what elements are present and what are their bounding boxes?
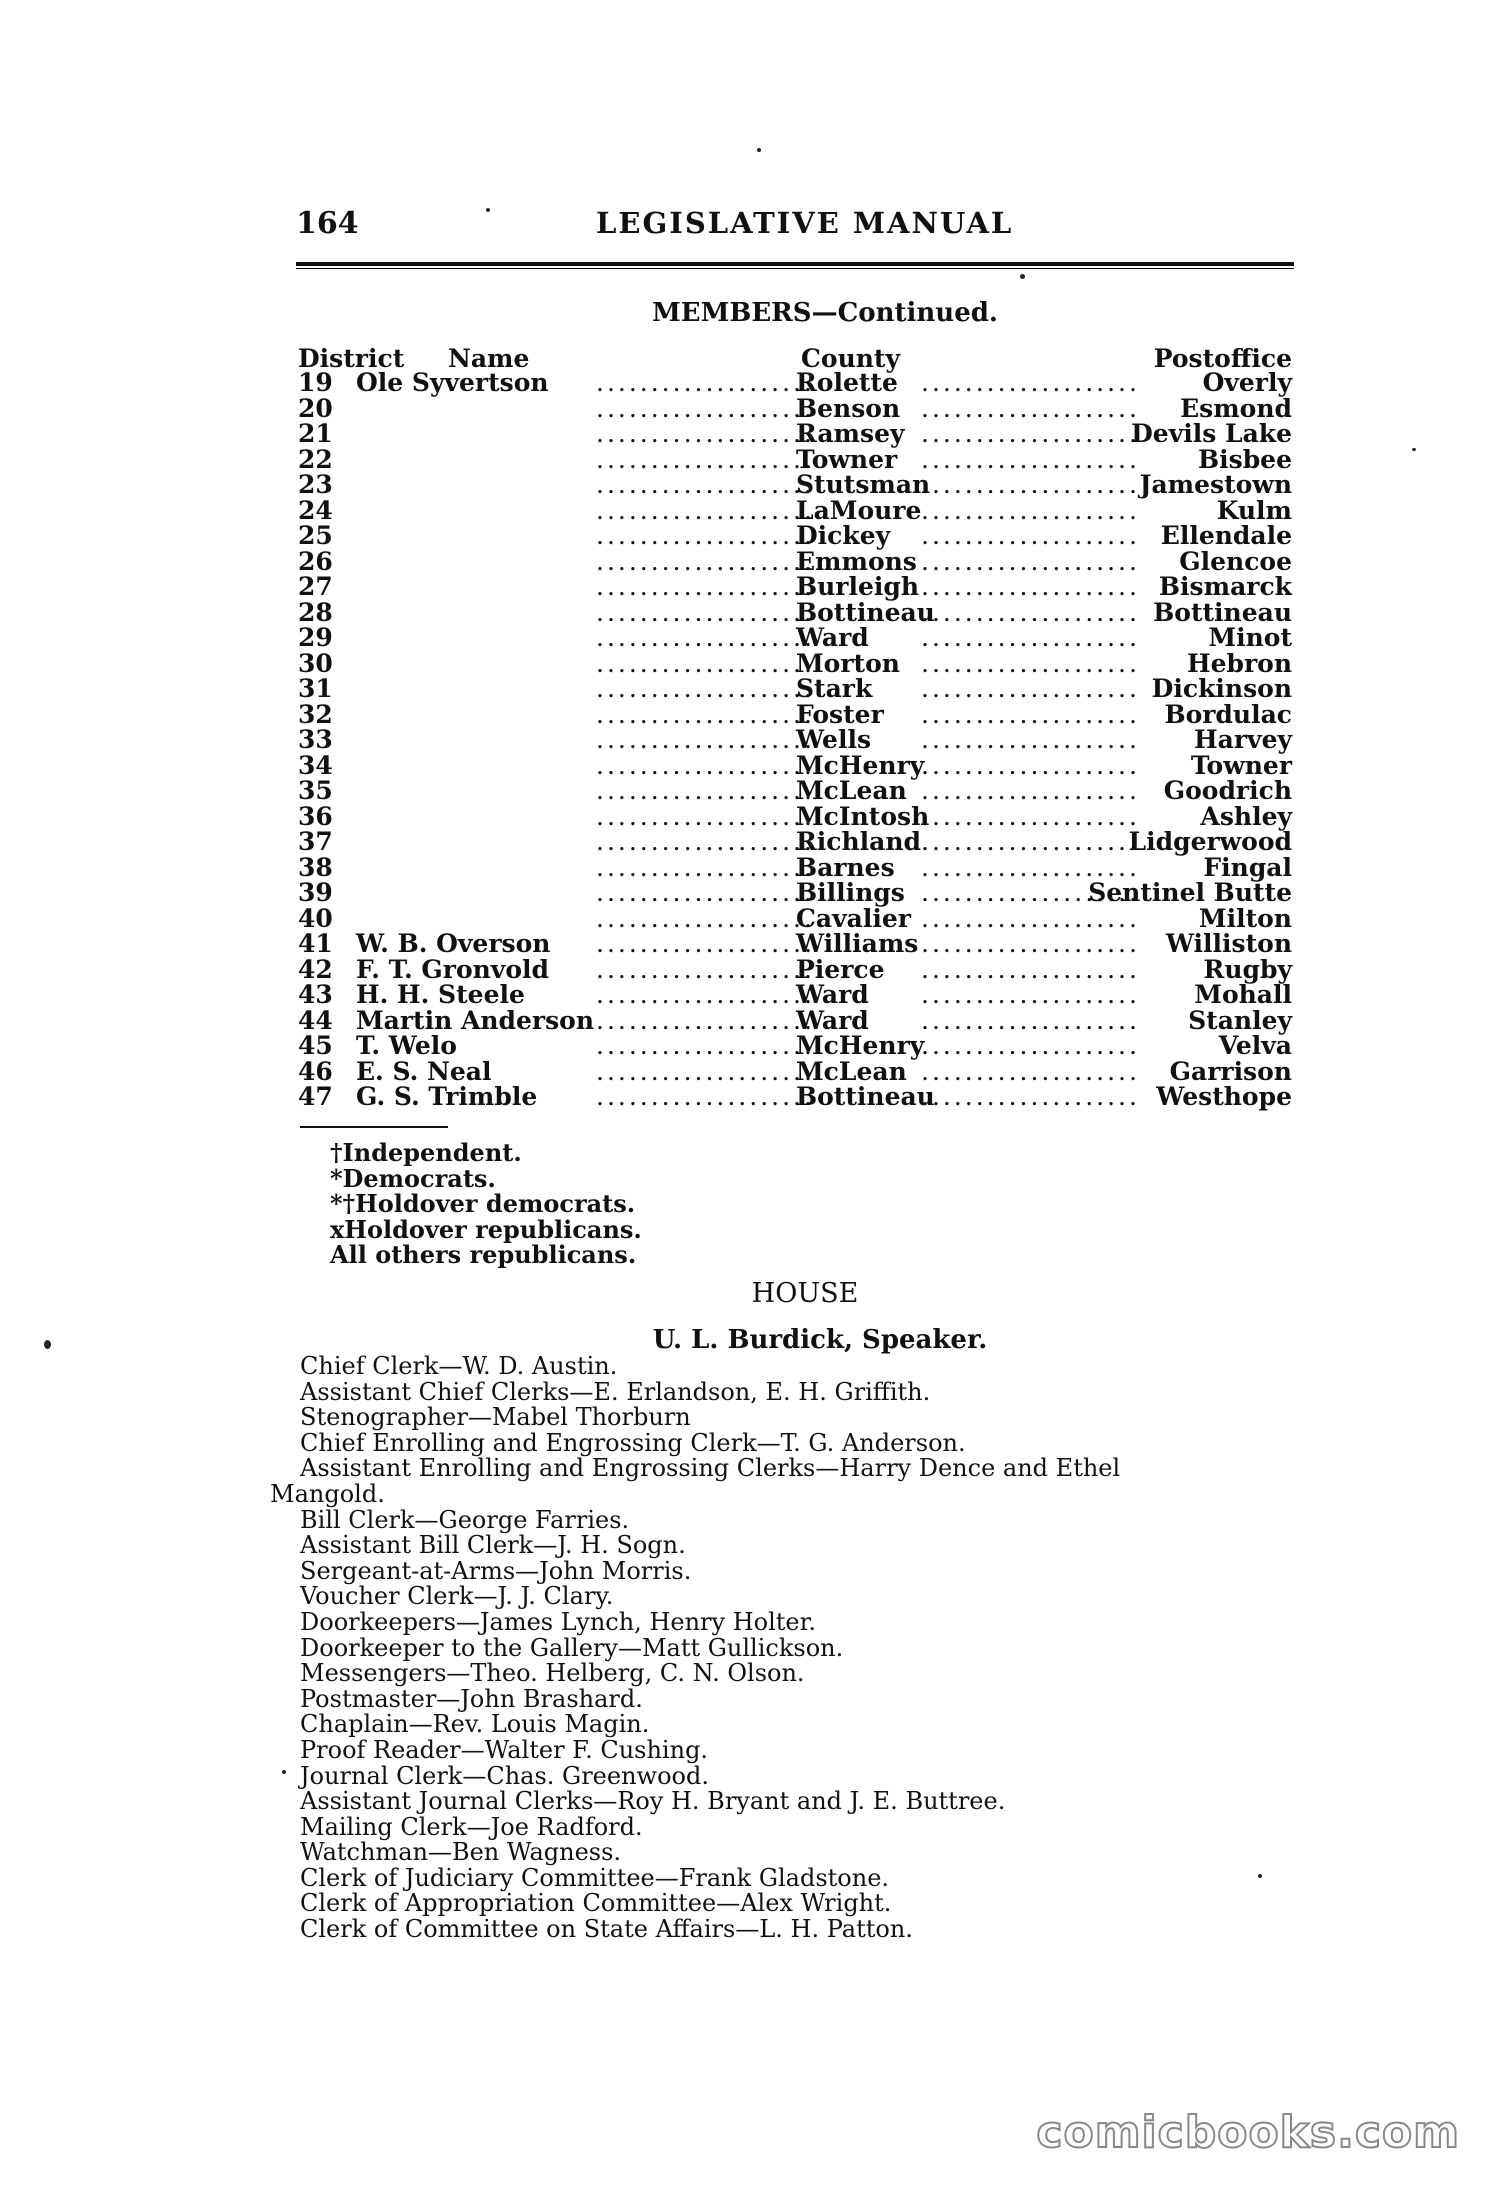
- table-row: [296, 1056, 1294, 1086]
- postoffice-cell: Overly: [1202, 368, 1292, 397]
- postoffice-cell: Sentinel Butte: [1088, 878, 1292, 907]
- dot-leader: ....................: [596, 648, 815, 678]
- county-cell: Bottineau: [796, 597, 935, 627]
- print-speck: [1020, 274, 1025, 279]
- county-cell: Foster: [796, 699, 884, 729]
- postoffice-cell: Hebron: [1186, 648, 1292, 678]
- postoffice-cell: Velva: [1218, 1031, 1292, 1060]
- county-cell: Rolette: [796, 368, 898, 397]
- postoffice-cell: Jamestown: [1139, 470, 1292, 499]
- table-row: [296, 574, 1294, 600]
- district-cell: 19: [298, 368, 333, 397]
- district-cell: 32: [298, 699, 333, 729]
- footnote-line: All others republicans.: [330, 1240, 637, 1269]
- dot-leader: ....................: [596, 1056, 815, 1086]
- table-row: [296, 676, 1294, 702]
- table-row: [296, 903, 1294, 933]
- postoffice-cell: Stanley: [1188, 1005, 1292, 1035]
- county-cell: McHenry: [796, 1031, 925, 1060]
- dot-leader: ....................: [921, 776, 1140, 805]
- table-row: [296, 778, 1294, 804]
- staff-line: Doorkeeper to the Gallery—Matt Gullickson.: [300, 1633, 844, 1662]
- name-cell: Martin Anderson: [356, 1005, 595, 1035]
- table-row: [296, 495, 1294, 525]
- dot-leader: ....................: [921, 980, 1140, 1009]
- house-staff-list: [270, 1352, 1294, 1944]
- dot-leader: ....................: [596, 827, 815, 856]
- dot-leader: ....................: [921, 801, 1140, 831]
- staff-line: Journal Clerk—Chas. Greenwood.: [300, 1761, 709, 1790]
- section-title: MEMBERS—Continued.: [652, 298, 998, 328]
- county-cell: Ward: [796, 980, 869, 1009]
- dot-leader: ....................: [921, 470, 1140, 499]
- district-cell: 46: [298, 1056, 333, 1086]
- print-speck: [1412, 448, 1416, 451]
- header-rule: [296, 262, 1294, 266]
- county-cell: Bottineau: [796, 1082, 935, 1111]
- dot-leader: ....................: [921, 444, 1140, 474]
- district-cell: 33: [298, 725, 333, 754]
- district-cell: 37: [298, 827, 333, 856]
- district-cell: 40: [298, 903, 333, 933]
- staff-line: Mangold.: [270, 1479, 385, 1508]
- column-postoffice: Postoffice: [1153, 344, 1292, 373]
- postoffice-cell: Garrison: [1169, 1056, 1292, 1086]
- dot-leader: ....................: [596, 801, 815, 831]
- dot-leader: ....................: [921, 521, 1140, 550]
- footnote-line: *†Holdover democrats.: [330, 1189, 636, 1218]
- postoffice-cell: Goodrich: [1163, 776, 1292, 805]
- dot-leader: ....................: [596, 699, 815, 729]
- postoffice-cell: Bordulac: [1164, 699, 1292, 729]
- running-title: LEGISLATIVE MANUAL: [596, 206, 1014, 240]
- footnote-line: *Democrats.: [330, 1163, 496, 1193]
- county-cell: Stark: [796, 674, 873, 703]
- staff-line: Bill Clerk—George Farries.: [300, 1505, 630, 1534]
- district-cell: 30: [298, 648, 333, 678]
- dot-leader: ....................: [596, 623, 815, 652]
- postoffice-cell: Ellendale: [1160, 521, 1292, 550]
- county-cell: Morton: [796, 648, 900, 678]
- district-cell: 47: [298, 1082, 333, 1111]
- district-cell: 23: [298, 470, 333, 499]
- county-cell: Towner: [796, 444, 898, 474]
- dot-leader: ....................: [921, 674, 1140, 703]
- postoffice-cell: Rugby: [1203, 954, 1292, 984]
- district-cell: 28: [298, 597, 333, 627]
- name-cell: E. S. Neal: [356, 1056, 492, 1086]
- district-cell: 31: [298, 674, 333, 703]
- print-speck: [486, 208, 490, 212]
- postoffice-cell: Bottineau: [1153, 597, 1292, 627]
- district-cell: 38: [298, 852, 333, 882]
- staff-line: Watchman—Ben Wagness.: [300, 1838, 622, 1867]
- dot-leader: ....................: [921, 419, 1140, 448]
- dot-leader: ....................: [596, 572, 815, 601]
- staff-line: Doorkeepers—James Lynch, Henry Holter.: [300, 1607, 817, 1636]
- dot-leader: ....................: [596, 954, 815, 984]
- district-cell: 34: [298, 750, 333, 780]
- table-row: [296, 1033, 1294, 1059]
- staff-line: Clerk of Appropriation Committee—Alex Wright.: [300, 1889, 892, 1918]
- print-speck: [44, 1340, 51, 1349]
- postoffice-cell: Esmond: [1180, 393, 1292, 423]
- name-cell: F. T. Gronvold: [356, 954, 549, 984]
- dot-leader: ....................: [921, 699, 1140, 729]
- postoffice-cell: Minot: [1208, 623, 1292, 652]
- district-cell: 24: [298, 495, 333, 525]
- speaker-line: U. L. Burdick, Speaker.: [652, 1325, 988, 1355]
- dot-leader: ....................: [596, 674, 815, 703]
- footnote-line: †Independent.: [330, 1138, 522, 1167]
- county-cell: McLean: [796, 1056, 907, 1086]
- dot-leader: ....................: [596, 903, 815, 933]
- staff-line: Sergeant-at-Arms—John Morris.: [300, 1556, 692, 1585]
- dot-leader: ....................: [921, 648, 1140, 678]
- table-row: [296, 931, 1294, 957]
- postoffice-cell: Lidgerwood: [1128, 827, 1292, 856]
- district-cell: 39: [298, 878, 333, 907]
- district-cell: 44: [298, 1005, 333, 1035]
- county-cell: Emmons: [796, 546, 917, 576]
- staff-line: Assistant Bill Clerk—J. H. Sogn.: [300, 1531, 686, 1560]
- staff-line: Clerk of Committee on State Affairs—L. H. Patton.: [300, 1915, 913, 1944]
- postoffice-cell: Milton: [1198, 903, 1292, 933]
- postoffice-cell: Mohall: [1194, 980, 1292, 1009]
- name-cell: W. B. Overson: [356, 929, 551, 958]
- table-row: [296, 1084, 1294, 1110]
- staff-line: Postmaster—John Brashard.: [300, 1684, 643, 1713]
- staff-line: Chief Enrolling and Engrossing Clerk—T. G. Anderson.: [300, 1428, 966, 1457]
- staff-line: Messengers—Theo. Helberg, C. N. Olson.: [300, 1659, 805, 1688]
- postoffice-cell: Fingal: [1203, 852, 1292, 882]
- postoffice-cell: Harvey: [1194, 725, 1292, 754]
- county-cell: Ramsey: [796, 419, 905, 448]
- district-cell: 21: [298, 419, 333, 448]
- dot-leader: ....................: [596, 1031, 815, 1060]
- dot-leader: ....................: [596, 521, 815, 550]
- district-cell: 26: [298, 546, 333, 576]
- dot-leader: ....................: [596, 725, 815, 754]
- district-cell: 22: [298, 444, 333, 474]
- postoffice-cell: Dickinson: [1151, 674, 1292, 703]
- dot-leader: ....................: [596, 750, 815, 780]
- watermark-logo: comicbooks.com: [1036, 2107, 1460, 2158]
- postoffice-cell: Westhope: [1156, 1082, 1292, 1111]
- footnote-line: xHoldover republicans.: [330, 1214, 642, 1244]
- district-cell: 42: [298, 954, 333, 984]
- table-row: [296, 523, 1294, 549]
- county-cell: McIntosh: [796, 801, 930, 831]
- county-cell: LaMoure: [796, 495, 922, 525]
- district-cell: 43: [298, 980, 333, 1009]
- dot-leader: ....................: [596, 852, 815, 882]
- print-speck: [282, 1770, 286, 1774]
- dot-leader: ....................: [596, 495, 815, 525]
- staff-line: Chief Clerk—W. D. Austin.: [300, 1352, 618, 1380]
- name-cell: T. Welo: [356, 1031, 457, 1060]
- staff-line: Assistant Chief Clerks—E. Erlandson, E. H. Griffith.: [300, 1377, 931, 1406]
- county-cell: Pierce: [796, 954, 885, 984]
- name-cell: H. H. Steele: [356, 980, 525, 1009]
- staff-line: Proof Reader—Walter F. Cushing.: [300, 1735, 709, 1764]
- table-row: [296, 370, 1294, 396]
- table-row: [296, 546, 1294, 576]
- table-row: [296, 852, 1294, 882]
- dot-leader: ....................: [596, 929, 815, 958]
- table-row: [296, 597, 1294, 627]
- staff-line: Mailing Clerk—Joe Radford.: [300, 1812, 643, 1841]
- header-rule-thin: [296, 268, 1294, 269]
- dot-leader: ....................: [921, 1005, 1140, 1035]
- dot-leader: ....................: [921, 878, 1140, 907]
- county-cell: Benson: [796, 393, 901, 423]
- staff-line: Voucher Clerk—J. J. Clary.: [300, 1582, 614, 1611]
- postoffice-cell: Bismarck: [1158, 572, 1292, 601]
- table-row: [296, 393, 1294, 423]
- dot-leader: ....................: [921, 546, 1140, 576]
- dot-leader: ....................: [921, 623, 1140, 652]
- district-cell: 45: [298, 1031, 333, 1060]
- district-cell: 27: [298, 572, 333, 601]
- district-cell: 25: [298, 521, 333, 550]
- footnote-rule: [300, 1126, 448, 1128]
- dot-leader: ....................: [596, 1005, 815, 1035]
- column-district: District: [298, 344, 405, 373]
- staff-line: Clerk of Judiciary Committee—Frank Gladstone.: [300, 1863, 890, 1892]
- district-cell: 29: [298, 623, 333, 652]
- dot-leader: ....................: [921, 1056, 1140, 1086]
- name-cell: G. S. Trimble: [356, 1082, 538, 1111]
- county-cell: Billings: [796, 878, 905, 907]
- postoffice-cell: Williston: [1165, 929, 1292, 958]
- footnotes: [330, 1140, 642, 1268]
- dot-leader: ....................: [921, 827, 1140, 856]
- county-cell: Barnes: [796, 852, 895, 882]
- page-header: [296, 206, 1294, 246]
- house-title: HOUSE: [751, 1278, 859, 1309]
- district-cell: 35: [298, 776, 333, 805]
- name-cell: Ole Syvertson: [356, 368, 549, 397]
- dot-leader: ....................: [596, 980, 815, 1009]
- dot-leader: ....................: [596, 878, 815, 907]
- dot-leader: ....................: [921, 954, 1140, 984]
- table-row: [296, 750, 1294, 780]
- dot-leader: ....................: [921, 1082, 1140, 1111]
- dot-leader: ....................: [596, 444, 815, 474]
- county-cell: McHenry: [796, 750, 925, 780]
- dot-leader: ....................: [921, 597, 1140, 627]
- dot-leader: ....................: [596, 419, 815, 448]
- district-cell: 41: [298, 929, 333, 958]
- table-row: [296, 1005, 1294, 1035]
- staff-line: Assistant Enrolling and Engrossing Clerks—Harry Dence and Ethel: [300, 1454, 1121, 1483]
- dot-leader: ....................: [921, 495, 1140, 525]
- dot-leader: ....................: [596, 393, 815, 423]
- dot-leader: ....................: [596, 368, 815, 397]
- table-row: [296, 472, 1294, 498]
- table-row: [296, 648, 1294, 678]
- postoffice-cell: Devils Lake: [1131, 419, 1292, 448]
- dot-leader: ....................: [921, 929, 1140, 958]
- district-cell: 20: [298, 393, 333, 423]
- dot-leader: ....................: [596, 546, 815, 576]
- dot-leader: ....................: [596, 776, 815, 805]
- county-cell: Stutsman: [796, 470, 931, 499]
- postoffice-cell: Towner: [1190, 750, 1292, 780]
- members-table: [296, 370, 1294, 1110]
- county-cell: Williams: [796, 929, 919, 958]
- postoffice-cell: Ashley: [1200, 801, 1292, 831]
- table-row: [296, 880, 1294, 906]
- table-row: [296, 727, 1294, 753]
- page-number: 164: [296, 206, 359, 241]
- dot-leader: ....................: [596, 597, 815, 627]
- dot-leader: ....................: [921, 1031, 1140, 1060]
- staff-line: Chaplain—Rev. Louis Magin.: [300, 1710, 650, 1739]
- staff-line: Assistant Journal Clerks—Roy H. Bryant and J. E. Buttree.: [300, 1787, 1006, 1816]
- dot-leader: ....................: [921, 725, 1140, 754]
- county-cell: Ward: [796, 1005, 869, 1035]
- county-cell: Wells: [796, 725, 872, 754]
- postoffice-cell: Kulm: [1216, 495, 1292, 525]
- district-cell: 36: [298, 801, 333, 831]
- table-row: [296, 829, 1294, 855]
- county-cell: Richland: [796, 827, 922, 856]
- column-county: County: [801, 344, 900, 373]
- table-row: [296, 699, 1294, 729]
- dot-leader: ....................: [921, 393, 1140, 423]
- dot-leader: ....................: [921, 852, 1140, 882]
- print-speck: [757, 148, 761, 152]
- county-cell: Cavalier: [796, 903, 911, 933]
- postoffice-cell: Bisbee: [1198, 444, 1292, 474]
- dot-leader: ....................: [921, 750, 1140, 780]
- column-name: Name: [448, 344, 530, 373]
- table-row: [296, 954, 1294, 984]
- table-row: [296, 801, 1294, 831]
- table-row: [296, 982, 1294, 1008]
- county-cell: Burleigh: [796, 572, 920, 601]
- postoffice-cell: Glencoe: [1179, 546, 1292, 576]
- dot-leader: ....................: [921, 903, 1140, 933]
- dot-leader: ....................: [921, 368, 1140, 397]
- county-cell: Dickey: [796, 521, 891, 550]
- table-row: [296, 625, 1294, 651]
- county-cell: Ward: [796, 623, 869, 652]
- county-cell: McLean: [796, 776, 907, 805]
- dot-leader: ....................: [596, 470, 815, 499]
- print-speck: [1258, 1874, 1262, 1878]
- dot-leader: ....................: [596, 1082, 815, 1111]
- dot-leader: ....................: [921, 572, 1140, 601]
- table-row: [296, 421, 1294, 447]
- staff-line: Stenographer—Mabel Thorburn: [300, 1403, 691, 1432]
- table-row: [296, 444, 1294, 474]
